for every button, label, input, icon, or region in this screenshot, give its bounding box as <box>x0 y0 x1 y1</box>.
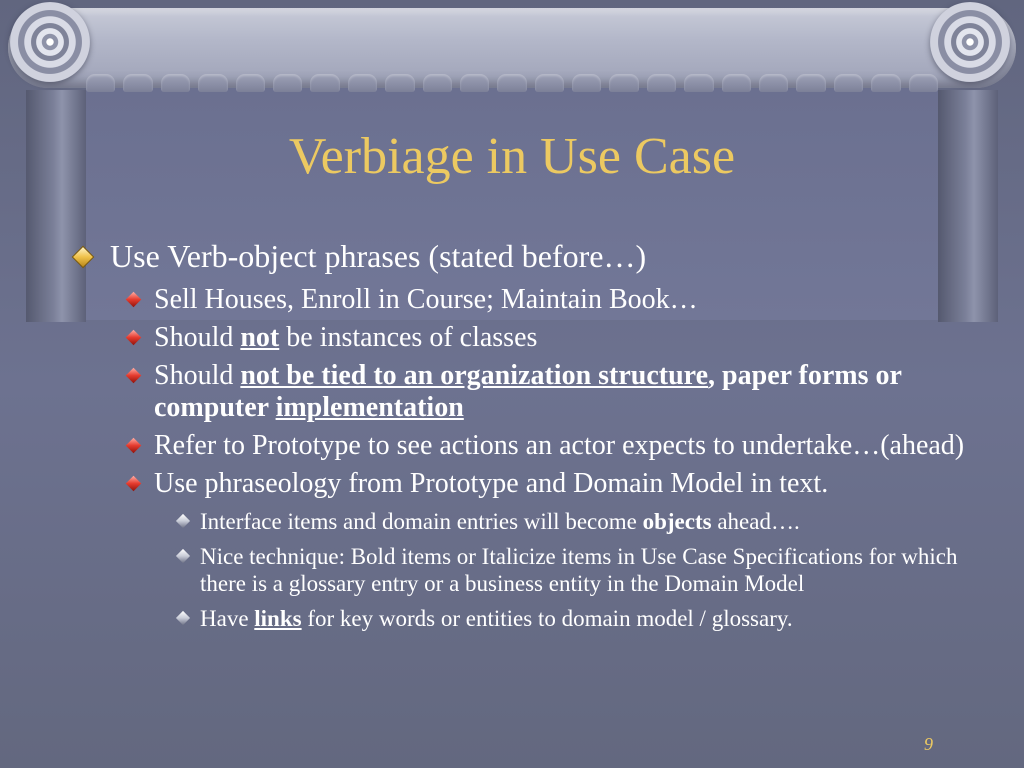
red-diamond-bullet-icon <box>126 292 142 308</box>
red-diamond-bullet-icon <box>126 368 142 384</box>
red-diamond-bullet-icon <box>126 438 142 454</box>
emphasis-paper-forms: , paper forms or computer <box>154 360 902 423</box>
emphasis-implementation: implementation <box>275 392 464 423</box>
grey-diamond-bullet-icon <box>176 514 190 528</box>
bullet-text: Sell Houses, Enroll in Course; Maintain Book… <box>154 284 698 315</box>
bullet-text: Use Verb-object phrases (stated before…) <box>110 238 647 274</box>
capital-dentils <box>86 74 938 92</box>
emphasis-org-structure: not be tied to an organization structure <box>240 360 709 391</box>
bullet-text: Use phraseology from Prototype and Domain Model in text. <box>154 468 829 499</box>
page-number: 9 <box>924 734 933 754</box>
bullet-text: Nice technique: Bold items or Italicize items in Use Case Specifications for which there is a glossary entry or a business entity in the Domain Model <box>200 544 958 596</box>
emphasis-links: links <box>254 606 302 631</box>
gold-diamond-bullet-icon <box>73 247 93 267</box>
emphasis-not: not <box>240 322 280 353</box>
bullet-level2 <box>70 430 990 462</box>
bullet-level3 <box>70 543 990 597</box>
red-diamond-bullet-icon <box>126 330 142 346</box>
emphasis-objects: objects <box>642 509 712 534</box>
bullet-level2 <box>70 284 990 316</box>
slide-title: Verbiage in Use Case <box>288 128 736 185</box>
left-volute-scroll <box>10 2 90 82</box>
red-diamond-bullet-icon <box>126 476 142 492</box>
right-volute-scroll <box>930 2 1010 82</box>
bullet-level3: Have links for key words or entities to domain model / glossary. <box>70 605 990 632</box>
slide-content <box>70 238 990 632</box>
bullet-text: Refer to Prototype to see actions an actor expects to undertake…(ahead) <box>154 430 965 461</box>
bullet-level2: Should not be tied to an organization structure, paper forms or computer implementation <box>70 360 990 424</box>
bullet-level1 <box>70 238 990 274</box>
grey-diamond-bullet-icon <box>176 549 190 563</box>
grey-diamond-bullet-icon <box>176 611 190 625</box>
bullet-level2: Should not be instances of classes <box>70 322 990 354</box>
bullet-level2 <box>70 468 990 500</box>
bullet-level3: Interface items and domain entries will become objects ahead…. <box>70 508 990 535</box>
